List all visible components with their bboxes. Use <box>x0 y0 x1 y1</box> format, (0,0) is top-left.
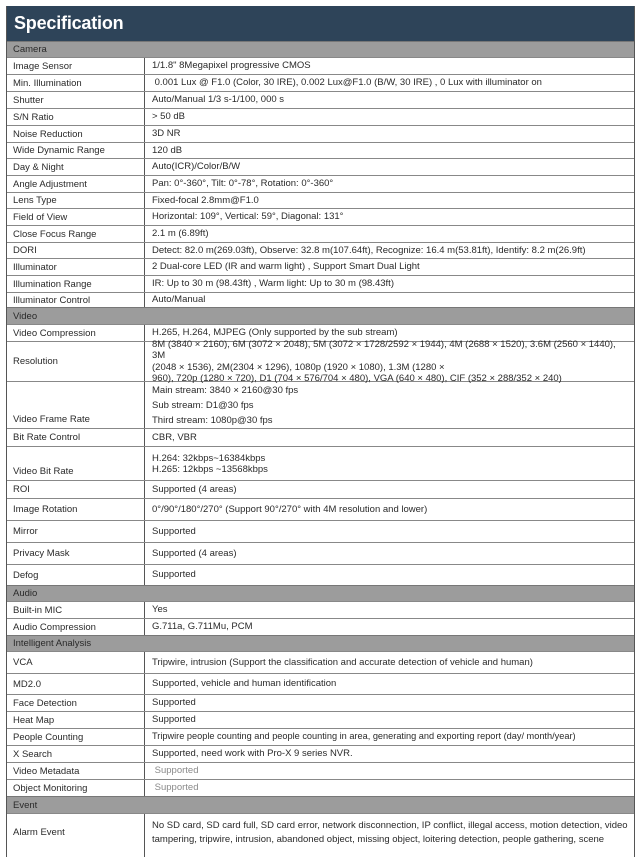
table-row <box>7 651 634 673</box>
spec-value: Yes <box>152 604 168 616</box>
spec-value: Auto/Manual <box>152 294 206 306</box>
spec-label: Angle Adjustment <box>7 176 145 192</box>
spec-value: Pan: 0°-360°, Tilt: 0°-78°, Rotation: 0°-360° <box>152 178 334 190</box>
spec-label: Image Sensor <box>7 58 145 74</box>
spec-value: G.711a, G.711Mu, PCM <box>152 621 253 633</box>
spec-label: Min. Illumination <box>7 75 145 91</box>
spec-label: Shutter <box>7 92 145 108</box>
spec-label: People Counting <box>7 729 145 745</box>
spec-value-line: tampering, tripwire, intrusion, abandoned object, missing object, loitering detection, people gathering, scene <box>152 834 605 845</box>
spec-value: 3D NR <box>152 128 181 140</box>
spec-label: Video Metadata <box>7 763 145 779</box>
spec-label: Wide Dynamic Range <box>7 143 145 158</box>
spec-value <box>145 338 634 384</box>
table-row <box>7 711 634 728</box>
table-row <box>7 673 634 694</box>
spec-value: 1/1.8" 8Megapixel progressive CMOS <box>152 60 311 72</box>
spec-label: Illuminator <box>7 259 145 275</box>
spec-label: Mirror <box>7 521 145 542</box>
table-row <box>7 745 634 762</box>
table-row <box>7 142 634 158</box>
spec-label: Field of View <box>7 209 145 225</box>
table-row <box>7 108 634 125</box>
spec-value: Supported <box>152 782 199 794</box>
spec-label: Illumination Range <box>7 276 145 292</box>
spec-value-line: (2048 × 1536), 2M(2304 × 1296), 1080p (1920 × 1080), 1.3M (1280 × <box>152 361 445 373</box>
spec-label: DORI <box>7 243 145 258</box>
table-row <box>7 292 634 307</box>
spec-label: Heat Map <box>7 712 145 728</box>
table-row <box>7 498 634 520</box>
spec-label: Video Frame Rate <box>7 382 145 428</box>
table-row <box>7 225 634 242</box>
spec-value: Tripwire people counting and people counting in area, generating and exporting report (day/ month/year) <box>152 731 576 742</box>
spec-value <box>145 814 634 857</box>
spec-label: MD2.0 <box>7 674 145 694</box>
table-row <box>7 728 634 745</box>
spec-value: H.265, H.264, MJPEG (Only supported by the sub stream) <box>152 327 398 339</box>
section-header-video: Video <box>7 307 634 324</box>
spec-value-line: Third stream: 1080p@30 fps <box>152 414 273 426</box>
spec-value: CBR, VBR <box>152 431 197 443</box>
spec-value: Supported, need work with Pro-X 9 series NVR. <box>152 748 353 760</box>
spec-value: Auto/Manual 1/3 s-1/100, 000 s <box>152 94 285 106</box>
spec-label: ROI <box>7 481 145 498</box>
spec-value: Horizontal: 109°, Vertical: 59°, Diagonal: 131° <box>152 211 344 223</box>
spec-value: > 50 dB <box>152 111 186 123</box>
spec-label: Video Compression <box>7 325 145 341</box>
spec-label: Alarm Event <box>7 814 145 857</box>
table-row <box>7 694 634 711</box>
table-row <box>7 480 634 498</box>
spec-value: Supported <box>152 697 196 709</box>
table-row <box>7 618 634 635</box>
spec-value: Fixed-focal 2.8mm@F1.0 <box>152 194 259 206</box>
table-row <box>7 91 634 108</box>
table-row <box>7 762 634 779</box>
spec-value-line: Sub stream: D1@30 fps <box>152 399 254 411</box>
table-row <box>7 258 634 275</box>
section-header-camera: Camera <box>7 41 634 57</box>
spec-label: Noise Reduction <box>7 126 145 142</box>
spec-value-line: H.264: 32kbps~16384kbps <box>152 452 266 464</box>
spec-value-line: No SD card, SD card full, SD card error, network disconnection, IP conflict, illegal access, motion detection, video <box>152 820 628 831</box>
page-title: Specification <box>7 6 634 41</box>
spec-value: Supported (4 areas) <box>152 547 237 559</box>
spec-label: Face Detection <box>7 695 145 711</box>
spec-value: Supported (4 areas) <box>152 483 237 495</box>
spec-label: Built-in MIC <box>7 602 145 618</box>
table-row <box>7 779 634 796</box>
table-row <box>7 381 634 428</box>
table-row <box>7 601 634 618</box>
spec-label: Illuminator Control <box>7 293 145 307</box>
spec-label: X Search <box>7 746 145 762</box>
spec-label: VCA <box>7 652 145 673</box>
spec-value: Supported <box>152 765 199 777</box>
section-header-intelligent-analysis: Intelligent Analysis <box>7 635 634 651</box>
spec-label: Image Rotation <box>7 499 145 520</box>
table-row <box>7 275 634 292</box>
spec-label: S/N Ratio <box>7 109 145 125</box>
spec-value: 0°/90°/180°/270° (Support 90°/270° with 4M resolution and lower) <box>152 503 428 515</box>
spec-value-line: H.265: 12kbps ~13568kbps <box>152 463 268 475</box>
spec-value: IR: Up to 30 m (98.43ft) , Warm light: Up to 30 m (98.43ft) <box>152 278 394 290</box>
spec-value: 0.001 Lux @ F1.0 (Color, 30 IRE), 0.002 Lux@F1.0 (B/W, 30 IRE) , 0 Lux with illuminator on <box>152 77 542 89</box>
table-row <box>7 520 634 542</box>
table-row <box>7 428 634 446</box>
spec-value <box>145 447 634 480</box>
table-row <box>7 125 634 142</box>
spec-value: 2.1 m (6.89ft) <box>152 228 209 240</box>
table-row <box>7 542 634 564</box>
spec-label: Day & Night <box>7 159 145 175</box>
spec-value-line: 960), 720p (1280 × 720), D1 (704 × 576/704 × 480), VGA (640 × 480), CIF (352 × 288/352 × 240) <box>152 373 562 384</box>
spec-value: Tripwire, intrusion (Support the classification and accurate detection of vehicle and human) <box>152 656 533 668</box>
specification-table <box>6 6 635 857</box>
spec-value <box>145 382 634 428</box>
table-row <box>7 158 634 175</box>
spec-value: Supported <box>152 525 196 537</box>
spec-value: Supported <box>152 714 196 726</box>
table-row <box>7 208 634 225</box>
table-row <box>7 242 634 258</box>
spec-value: Supported <box>152 569 196 581</box>
spec-value: Auto(ICR)/Color/B/W <box>152 161 241 173</box>
spec-label: Audio Compression <box>7 619 145 635</box>
spec-label: Privacy Mask <box>7 543 145 564</box>
section-header-audio: Audio <box>7 585 634 601</box>
spec-label: Defog <box>7 565 145 585</box>
table-row <box>7 192 634 208</box>
spec-value: 120 dB <box>152 144 183 156</box>
table-row <box>7 564 634 585</box>
table-row <box>7 74 634 91</box>
spec-value-line: Main stream: 3840 × 2160@30 fps <box>152 384 299 396</box>
spec-label: Video Bit Rate <box>7 447 145 480</box>
table-row <box>7 338 634 384</box>
spec-value: Supported, vehicle and human identification <box>152 678 337 690</box>
table-row <box>7 813 634 857</box>
spec-label: Resolution <box>7 342 145 381</box>
spec-value: Detect: 82.0 m(269.03ft), Observe: 32.8 m(107.64ft), Recognize: 16.4 m(53.81ft), Identify: 8.2 m(26.9ft) <box>152 244 586 256</box>
spec-label: Close Focus Range <box>7 226 145 242</box>
spec-label: Lens Type <box>7 193 145 208</box>
spec-value: 2 Dual-core LED (IR and warm light) , Support Smart Dual Light <box>152 261 420 273</box>
table-row <box>7 446 634 480</box>
spec-label: Object Monitoring <box>7 780 145 796</box>
table-row <box>7 175 634 192</box>
spec-value-line: 8M (3840 × 2160), 6M (3072 × 2048), 5M (3072 × 1728/2592 × 1944), 4M (2688 × 1520), 3.6M (2560 × 1440), 3M <box>152 338 616 361</box>
spec-label: Bit Rate Control <box>7 429 145 446</box>
section-header-event: Event <box>7 796 634 813</box>
table-row <box>7 57 634 74</box>
